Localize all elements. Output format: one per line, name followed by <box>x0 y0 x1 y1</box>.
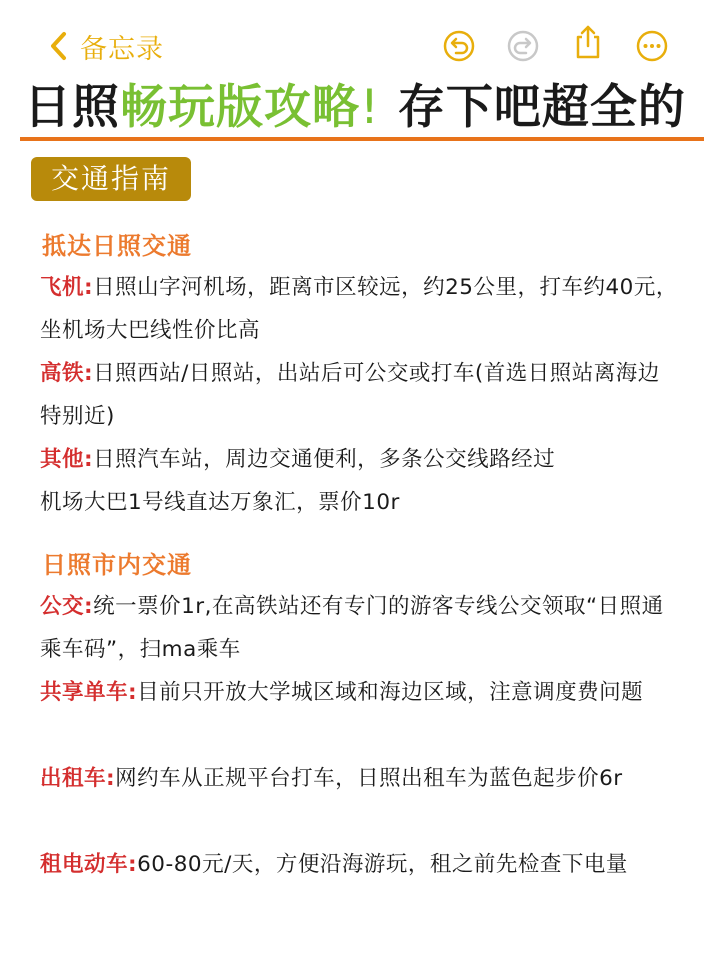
item-text: 60-80元/天，方便沿海游玩，租之前先检查下电量 <box>137 852 628 877</box>
item-text: 统一票价1r,在高铁站还有专门的游客专线公交领取“日照通乘车码”，扫ma乘车 <box>40 594 664 662</box>
item-label: 飞机: <box>40 275 94 300</box>
title-part-3: 存下吧超全的 <box>397 80 686 135</box>
list-item-e-bike <box>40 843 680 886</box>
item-text: 机场大巴1号线直达万象汇，票价10r <box>40 490 400 515</box>
back-label: 备忘录 <box>80 33 164 65</box>
undo-icon[interactable] <box>441 28 477 64</box>
item-label: 出租车: <box>40 766 116 791</box>
list-item-taxi <box>40 757 680 800</box>
title-part-2: 畅玩版攻略 <box>120 80 360 135</box>
item-label: 高铁: <box>40 361 94 386</box>
list-item-airport-bus <box>40 481 680 524</box>
share-icon[interactable] <box>570 24 606 60</box>
item-text: 网约车从正规平台打车，日照出租车为蓝色起步价6r <box>115 766 623 791</box>
chevron-left-icon <box>48 28 70 64</box>
section-heading-city: 日照市内交通 <box>42 551 192 579</box>
item-label: 其他: <box>40 447 94 472</box>
category-badge: 交通指南 <box>31 157 191 201</box>
item-text: 日照西站/日照站，出站后可公交或打车(首选日照站离海边特别近) <box>40 361 660 429</box>
item-text: 日照汽车站，周边交通便利，多条公交线路经过 <box>93 447 556 472</box>
list-item-flight <box>40 266 680 352</box>
top-toolbar <box>0 0 720 90</box>
list-item-highspeed-rail <box>40 352 680 438</box>
section-heading-arrival: 抵达日照交通 <box>42 232 192 260</box>
item-label: 公交: <box>40 594 94 619</box>
title-exclamation: ! <box>360 80 380 135</box>
item-text: 日照山字河机场，距离市区较远，约25公里，打车约40元，坐机场大巴线性价比高 <box>40 275 678 343</box>
title-part-1: 日照 <box>24 80 120 135</box>
more-icon[interactable] <box>634 28 670 64</box>
note-title <box>24 82 704 134</box>
list-item-other <box>40 438 680 481</box>
list-item-shared-bike <box>40 671 680 714</box>
item-text: 目前只开放大学城区域和海边区域，注意调度费问题 <box>137 680 644 705</box>
redo-icon[interactable] <box>505 28 541 64</box>
item-label: 租电动车: <box>40 852 138 877</box>
back-button[interactable] <box>48 26 164 66</box>
title-underline <box>20 137 704 141</box>
item-label: 共享单车: <box>40 680 138 705</box>
list-item-bus <box>40 585 680 671</box>
